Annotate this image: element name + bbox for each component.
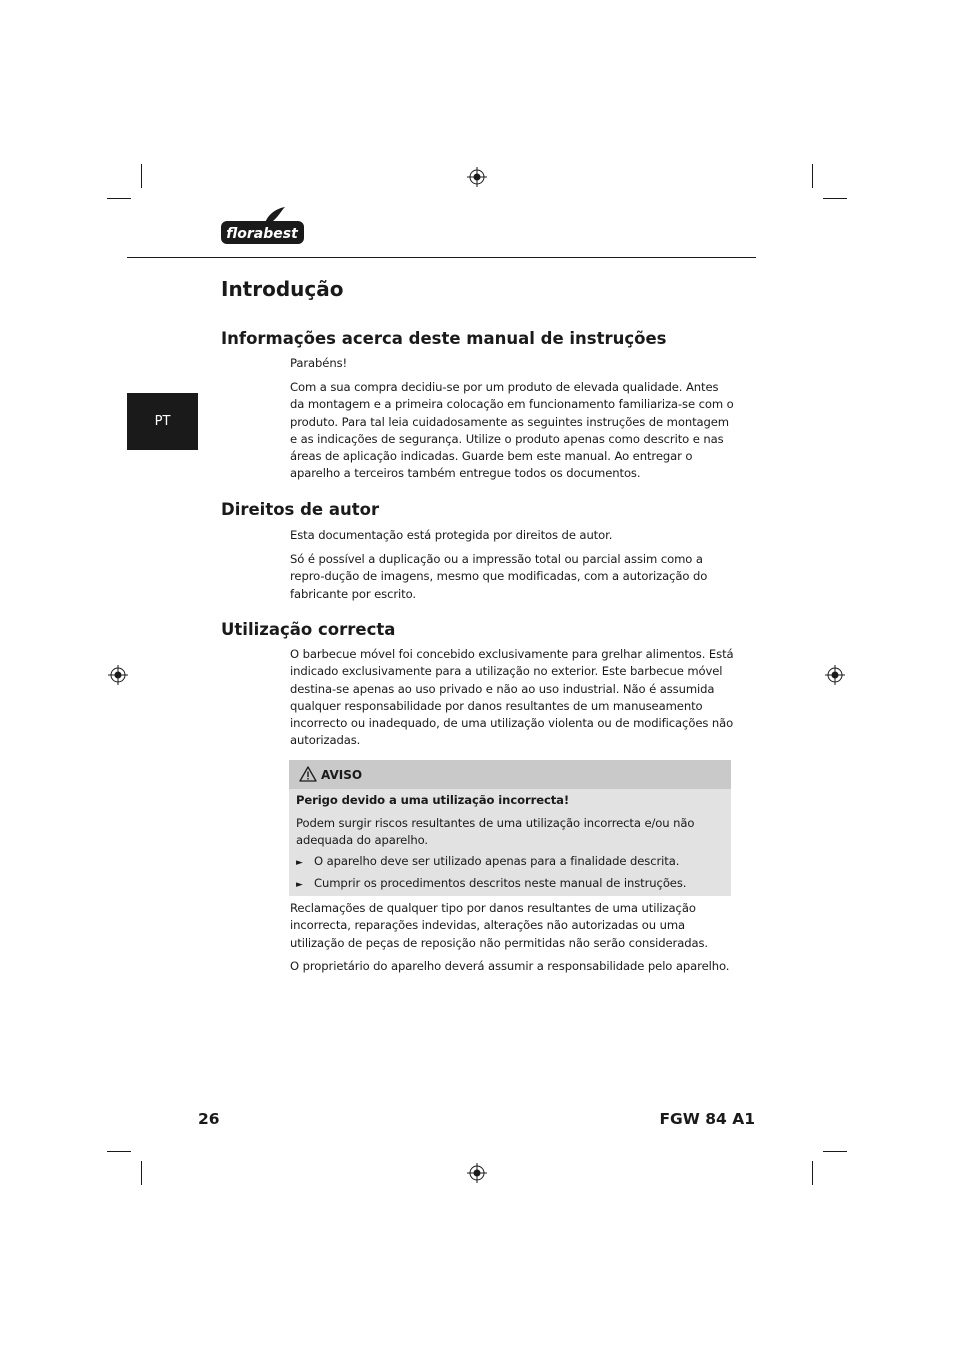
- paragraph: Com a sua compra decidiu-se por um produto de elevada qualidade. Antes da montagem e a primeira colocação em funcionamento familiariza-se com o produto. Para tal leia cuidadosamente as seguintes instruções de montagem e as indicações de segurança. Utilize o produto apenas como descrito e nas áreas de aplicação indicadas. Guarde bem este manual. Ao entregar o aparelho a terceiros também entregue todos os documentos.: [290, 380, 734, 481]
- list-item: [296, 875, 686, 894]
- paragraph: Parabéns!: [290, 356, 348, 370]
- language-tab: PT: [127, 393, 198, 450]
- page-title: Introdução: [221, 277, 344, 301]
- section-heading: Direitos de autor: [221, 500, 380, 519]
- list-item-text: Cumprir os procedimentos descritos neste manual de instruções.: [314, 876, 687, 890]
- page-number: 26: [198, 1110, 220, 1128]
- warning-subtitle: Perigo devido a uma utilização incorrecta!: [296, 793, 570, 807]
- warning-text: Podem surgir riscos resultantes de uma utilização incorrecta e/ou não adequada do aparelho.: [296, 816, 695, 848]
- paragraph: O barbecue móvel foi concebido exclusivamente para grelhar alimentos. Está indicado exclusivamente para a utilização no exterior. Este barbecue móvel destina-se apenas ao uso privado e não ao uso industrial. Não é assumida qualquer responsabilidade por danos resultantes de um manuseamento incorrecto ou inadequado, de uma utilização violenta ou de modificações não autorizadas.: [290, 647, 734, 748]
- paragraph: Esta documentação está protegida por direitos de autor.: [290, 528, 613, 542]
- paragraph: O proprietário do aparelho deverá assumir a responsabilidade pelo aparelho.: [290, 959, 730, 973]
- section-heading: Utilização correcta: [221, 620, 396, 639]
- registration-mark-icon: [825, 665, 845, 685]
- header-rule: [127, 257, 756, 258]
- crop-mark: [823, 198, 847, 199]
- registration-mark-icon: [467, 1163, 487, 1183]
- crop-mark: [812, 1161, 813, 1185]
- model-number: FGW 84 A1: [659, 1110, 755, 1128]
- warning-triangle-icon: [299, 766, 317, 782]
- registration-mark-icon: [467, 167, 487, 187]
- section-heading: Informações acerca deste manual de instruções: [221, 329, 667, 348]
- crop-mark: [823, 1151, 847, 1152]
- crop-mark: [107, 1151, 131, 1152]
- crop-mark: [141, 1161, 142, 1185]
- warning-label: AVISO: [321, 768, 363, 782]
- crop-mark: [812, 164, 813, 188]
- list-item-text: O aparelho deve ser utilizado apenas para a finalidade descrita.: [314, 854, 680, 868]
- leaf-icon: [221, 206, 305, 246]
- bullet-arrow-icon: ►: [296, 880, 303, 890]
- warning-box: [289, 760, 731, 896]
- brand-logo: [221, 206, 305, 246]
- crop-mark: [107, 198, 131, 199]
- list-item: [296, 853, 679, 872]
- registration-mark-icon: [108, 665, 128, 685]
- warning-header: [289, 760, 731, 789]
- crop-mark: [141, 164, 142, 188]
- bullet-arrow-icon: ►: [296, 858, 303, 868]
- paragraph: Só é possível a duplicação ou a impressão total ou parcial assim como a repro-dução de imagens, mesmo que modificadas, com a autorização do fabricante por escrito.: [290, 552, 708, 601]
- paragraph: Reclamações de qualquer tipo por danos resultantes de uma utilização incorrecta, reparações indevidas, alterações não autorizadas ou uma utilização de peças de reposição não permitidas não serão consideradas.: [290, 901, 709, 950]
- brand-name: florabest: [226, 226, 298, 242]
